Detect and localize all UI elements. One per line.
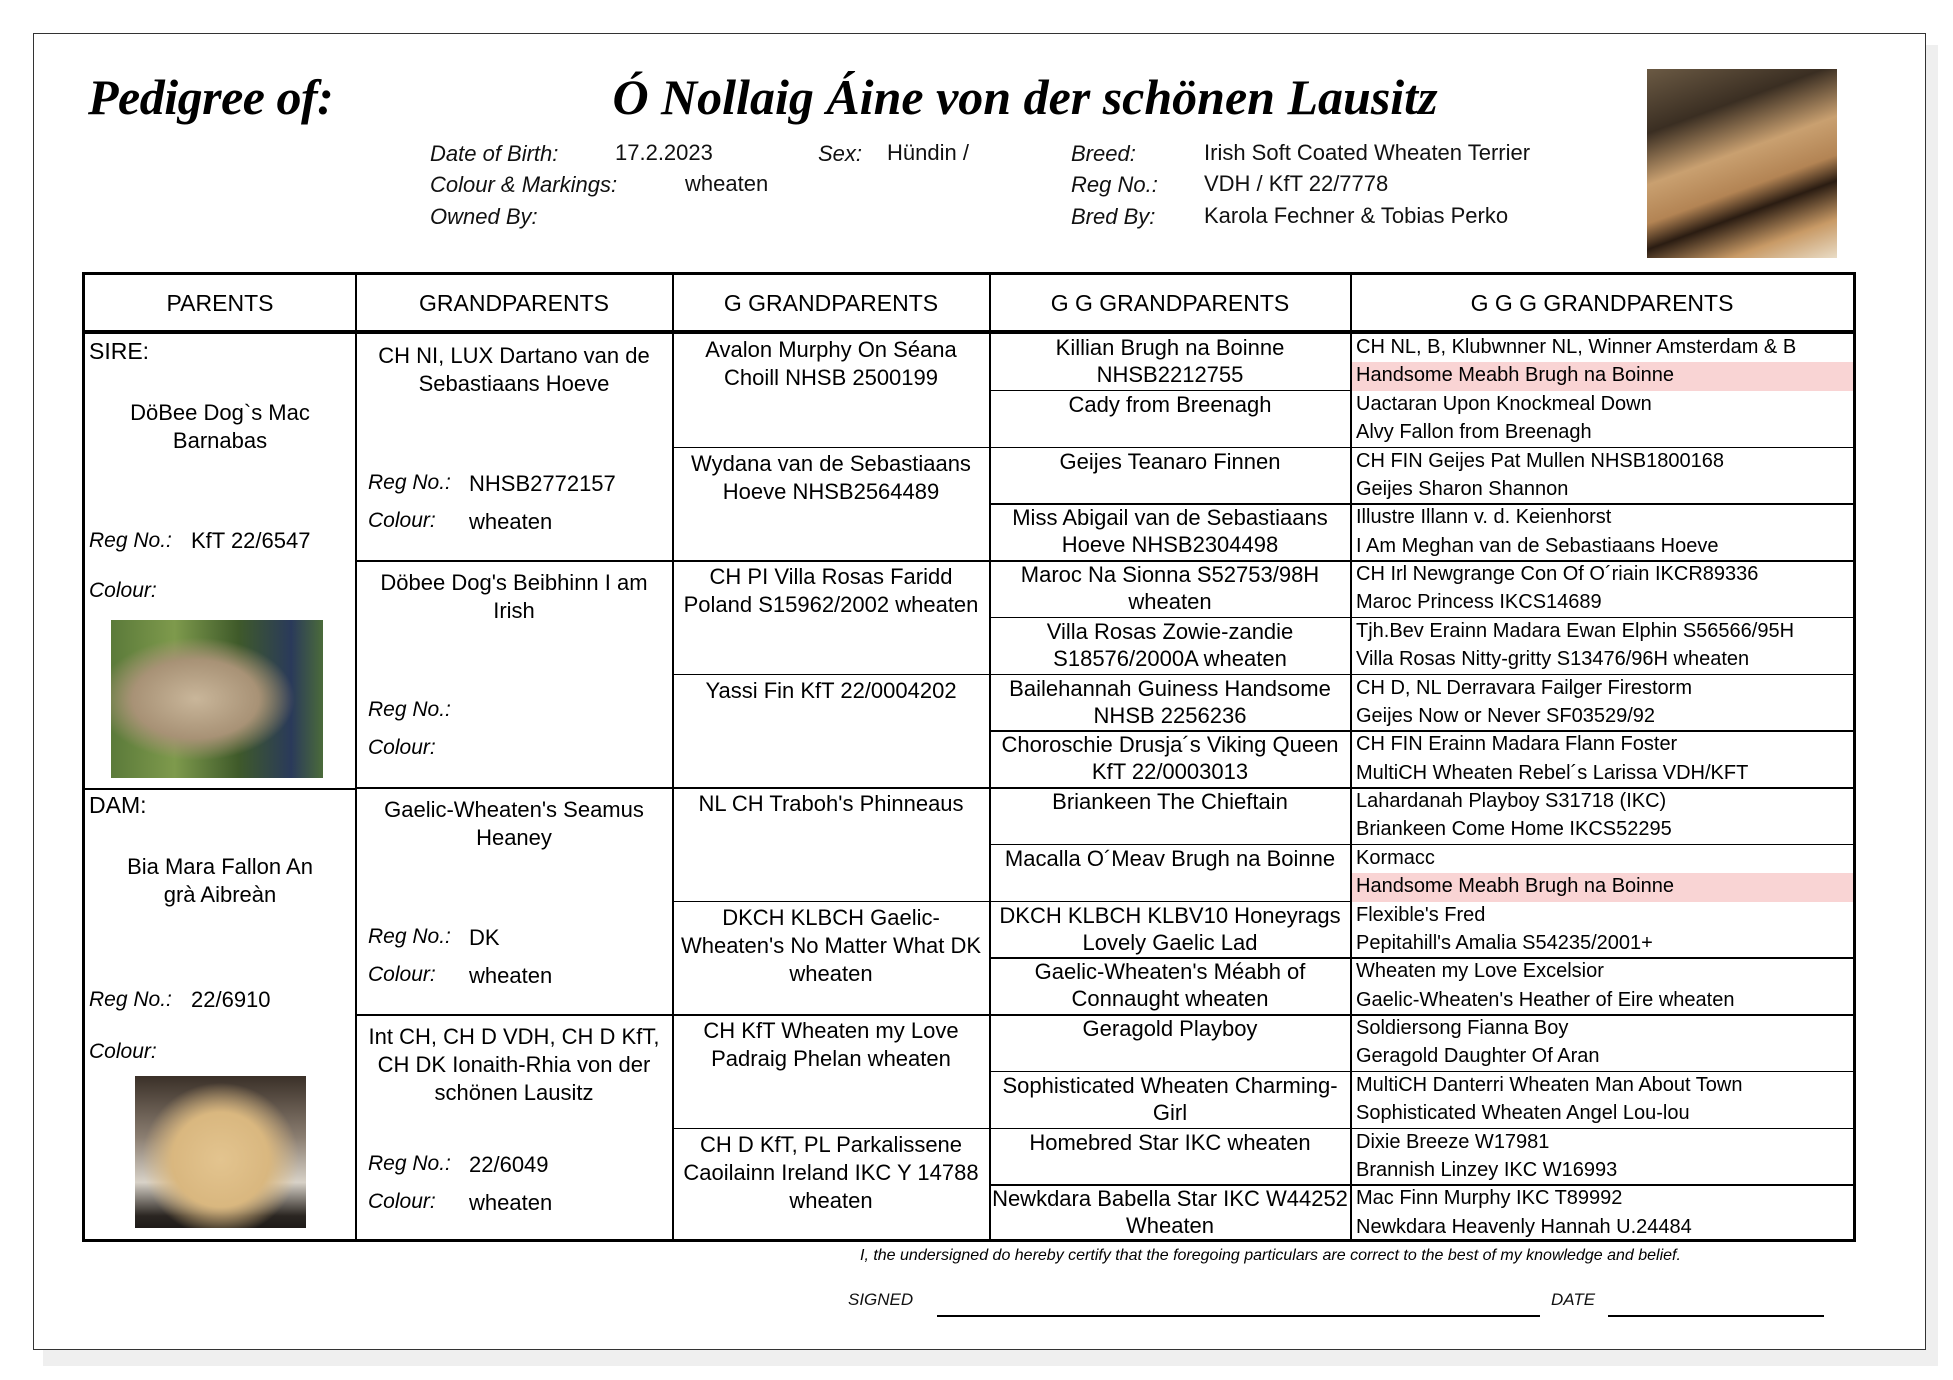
ggg-grandparent-cell bbox=[1352, 1129, 1853, 1157]
ggg-grandparent-name: Maroc Princess IKCS14689 bbox=[1356, 591, 1602, 614]
ggg-grandparent-cell bbox=[1352, 618, 1853, 646]
sire-colour-label: Colour: bbox=[89, 579, 157, 602]
ggg-grandparent-name: Tjh.Bev Erainn Madara Ewan Elphin S56566/95H bbox=[1356, 619, 1795, 642]
gg-grandparent-cell: Bailehannah Guiness Handsome NHSB 2256236 bbox=[1009, 675, 1331, 728]
gg-grandparent-cell: DKCH KLBCH KLBV10 Honeyrags Lovely Gaelic Lad bbox=[999, 902, 1341, 955]
date-label: DATE bbox=[1551, 1290, 1596, 1309]
ggg-grandparent-cell bbox=[1352, 731, 1853, 759]
grandparent-colour-value: wheaten bbox=[469, 1190, 553, 1215]
ggg-grandparent-name: Kormacc bbox=[1356, 846, 1435, 869]
gg-grandparent-cell: Killian Brugh na Boinne NHSB2212755 bbox=[1055, 335, 1285, 387]
dog-name-title: Ó Nollaig Áine von der schönen Lausitz bbox=[612, 69, 1438, 125]
sex-label: Sex: bbox=[818, 141, 863, 166]
gg-grandparent-cell: Macalla O´Meav Brugh na Boinne bbox=[1004, 845, 1336, 871]
ggg-grandparent-name: Gaelic-Wheaten's Heather of Eire wheaten bbox=[1356, 988, 1735, 1011]
header-divider bbox=[85, 330, 1853, 334]
ggg-grandparent-name: Illustre Illann v. d. Keienhorst bbox=[1356, 506, 1612, 529]
grandparent-colour-label: Colour: bbox=[368, 509, 436, 532]
ggg-grandparent-name: Pepitahill's Amalia S54235/2001+ bbox=[1356, 931, 1653, 954]
grandparent-cell bbox=[356, 788, 672, 1015]
ggg-grandparent-cell bbox=[1352, 334, 1853, 362]
dam-role: DAM: bbox=[89, 792, 147, 818]
date-line[interactable] bbox=[1608, 1315, 1824, 1317]
dam-colour-label: Colour: bbox=[89, 1040, 157, 1063]
ggg-grandparent-name: MultiCH Danterri Wheaten Man About Town bbox=[1356, 1073, 1743, 1096]
grandparent-colour-value: wheaten bbox=[469, 963, 553, 988]
ggg-grandparent-cell bbox=[1352, 448, 1853, 476]
grandparent-name: Int CH, CH D VDH, CH D KfT, CH DK Ionaith-Rhia von der schönen Lausitz bbox=[368, 1024, 660, 1105]
breed-label: Breed: bbox=[1071, 141, 1136, 166]
ggg-grandparent-name: Lahardanah Playboy S31718 (IKC) bbox=[1356, 790, 1667, 812]
gg-grandparent-cell: Sophisticated Wheaten Charming-Girl bbox=[1002, 1072, 1338, 1125]
sex-value: Hündin / bbox=[887, 140, 969, 165]
ggg-grandparent-name: Handsome Meabh Brugh na Boinne bbox=[1356, 875, 1674, 898]
breed-value: Irish Soft Coated Wheaten Terrier bbox=[1204, 140, 1531, 165]
grandparent-name: Döbee Dog's Beibhinn I am Irish bbox=[380, 570, 648, 623]
row-divider bbox=[673, 787, 989, 789]
row-divider bbox=[673, 674, 989, 676]
ggg-grandparent-cell bbox=[1352, 930, 1853, 958]
dam-photo bbox=[135, 1076, 306, 1228]
grandparent-name: CH NI, LUX Dartano van de Sebastiaans Hoeve bbox=[378, 343, 650, 396]
ggg-grandparent-name: CH FIN Geijes Pat Mullen NHSB1800168 bbox=[1356, 449, 1724, 472]
row-divider bbox=[356, 560, 672, 562]
g-grandparent-cell: Yassi Fin KfT 22/0004202 bbox=[705, 677, 957, 703]
grandparent-reg-value: NHSB2772157 bbox=[469, 471, 616, 496]
ggg-grandparent-name: I Am Meghan van de Sebastiaans Hoeve bbox=[1356, 534, 1719, 557]
sire-reg-label: Reg No.: bbox=[89, 529, 172, 552]
row-divider bbox=[673, 1128, 989, 1130]
ggg-grandparent-cell bbox=[1352, 1214, 1853, 1242]
ggg-grandparent-cell bbox=[1352, 646, 1853, 674]
grandparent-reg-label: Reg No.: bbox=[368, 925, 451, 948]
ggg-grandparent-name: Briankeen Come Home IKCS52295 bbox=[1356, 818, 1672, 841]
gg-grandparent-cell: Geragold Playboy bbox=[1082, 1016, 1258, 1041]
pedigree-table bbox=[82, 272, 1856, 1242]
ggg-grandparent-cell bbox=[1352, 391, 1853, 419]
ggg-grandparent-cell bbox=[1352, 504, 1853, 532]
ggg-grandparent-cell bbox=[1352, 703, 1853, 731]
ggg-grandparent-cell bbox=[1352, 675, 1853, 703]
ggg-grandparent-name: CH FIN Erainn Madara Flann Foster bbox=[1356, 733, 1678, 756]
ggg-grandparent-cell bbox=[1352, 1043, 1853, 1071]
dam-reg-label: Reg No.: bbox=[89, 988, 172, 1011]
ggg-grandparent-name: Wheaten my Love Excelsior bbox=[1356, 960, 1604, 983]
sire-name: DöBee Dog`s Mac Barnabas bbox=[130, 400, 310, 453]
ggg-grandparent-name: CH Irl Newgrange Con Of O´riain IKCR89336 bbox=[1356, 563, 1759, 585]
ggg-grandparent-cell bbox=[1352, 816, 1853, 844]
col-header-parents: PARENTS bbox=[166, 289, 274, 316]
row-divider bbox=[673, 901, 989, 903]
owned-by-label: Owned By: bbox=[430, 204, 538, 229]
grandparent-colour-label: Colour: bbox=[368, 736, 436, 759]
dob-label: Date of Birth: bbox=[430, 141, 559, 166]
ggg-grandparent-cell bbox=[1352, 760, 1853, 788]
sire-role: SIRE: bbox=[89, 338, 150, 364]
signed-label: SIGNED bbox=[848, 1290, 914, 1309]
sire-photo bbox=[111, 620, 323, 778]
signature-line[interactable] bbox=[937, 1315, 1540, 1317]
grandparent-colour-value: wheaten bbox=[469, 509, 553, 534]
row-divider bbox=[673, 1014, 989, 1016]
ggg-grandparent-cell bbox=[1352, 589, 1853, 617]
g-grandparent-cell: CH KfT Wheaten my Love Padraig Phelan wheaten bbox=[703, 1018, 959, 1071]
row-divider bbox=[356, 787, 672, 789]
grandparent-colour-label: Colour: bbox=[368, 1190, 436, 1213]
ggg-grandparent-cell bbox=[1352, 958, 1853, 986]
g-grandparent-cell: DKCH KLBCH Gaelic-Wheaten's No Matter What DK wheaten bbox=[680, 904, 982, 986]
bred-by-label: Bred By: bbox=[1071, 204, 1156, 229]
ggg-grandparent-cell bbox=[1352, 561, 1853, 589]
reg-no-value: VDH / KfT 22/7778 bbox=[1204, 171, 1389, 196]
col-header-g-grandparents: G GRANDPARENTS bbox=[723, 289, 939, 316]
gg-grandparent-cell: Cady from Breenagh bbox=[1068, 391, 1272, 417]
ggg-grandparent-cell bbox=[1352, 845, 1853, 873]
grandparent-colour-label: Colour: bbox=[368, 963, 436, 986]
ggg-grandparent-cell bbox=[1352, 1015, 1853, 1043]
ggg-grandparent-name: Uactaran Upon Knockmeal Down bbox=[1356, 392, 1652, 415]
grandparent-reg-value: 22/6049 bbox=[469, 1152, 549, 1177]
ggg-grandparent-name: Flexible's Fred bbox=[1356, 903, 1486, 926]
reg-no-label: Reg No.: bbox=[1071, 172, 1158, 197]
ggg-grandparent-name: CH NL, B, Klubwnner NL, Winner Amsterdam & B bbox=[1356, 336, 1797, 358]
grandparent-cell bbox=[356, 334, 672, 561]
ggg-grandparent-name: Dixie Breeze W17981 bbox=[1356, 1130, 1550, 1153]
g-grandparent-cell: CH D KfT, PL Parkalissene Caoilainn Ireland IKC Y 14788 wheaten bbox=[683, 1131, 979, 1213]
col-header-gg-grandparents: G G GRANDPARENTS bbox=[1050, 289, 1290, 316]
ggg-grandparent-name: Handsome Meabh Brugh na Boinne bbox=[1356, 364, 1674, 387]
ggg-grandparent-name: Mac Finn Murphy IKC T89992 bbox=[1356, 1187, 1623, 1210]
ggg-grandparent-name: Soldiersong Fianna Boy bbox=[1356, 1017, 1569, 1039]
row-divider bbox=[356, 1014, 672, 1016]
row-divider bbox=[85, 788, 355, 790]
certification-text: I, the undersigned do hereby certify that the foregoing particulars are correct to the best of my knowledge and belief. bbox=[860, 1247, 1681, 1264]
ggg-grandparent-cell bbox=[1352, 1157, 1853, 1185]
col-header-grandparents: GRANDPARENTS bbox=[419, 289, 609, 316]
ggg-grandparent-name: Brannish Linzey IKC W16993 bbox=[1356, 1158, 1618, 1181]
row-divider bbox=[673, 560, 989, 562]
col-header-ggg-grandparents: G G G GRANDPARENTS bbox=[1470, 289, 1734, 316]
ggg-grandparent-cell bbox=[1352, 1185, 1853, 1213]
gg-grandparent-cell: Homebred Star IKC wheaten bbox=[1029, 1129, 1311, 1155]
gg-grandparent-cell: Briankeen The Chieftain bbox=[1052, 789, 1288, 814]
ggg-grandparent-name: Geijes Now or Never SF03529/92 bbox=[1356, 704, 1656, 727]
ggg-grandparent-cell bbox=[1352, 533, 1853, 561]
ggg-grandparent-name: Newkdara Heavenly Hannah U.24484 bbox=[1356, 1215, 1692, 1238]
ggg-grandparent-cell bbox=[1352, 788, 1853, 816]
ggg-grandparent-name: Sophisticated Wheaten Angel Lou-lou bbox=[1356, 1102, 1690, 1125]
sire-reg-value: KfT 22/6547 bbox=[191, 528, 311, 553]
grandparent-reg-label: Reg No.: bbox=[368, 1152, 451, 1175]
grandparent-reg-value: DK bbox=[469, 925, 500, 950]
gg-grandparent-cell: Villa Rosas Zowie-zandie S18576/2000A wheaten bbox=[1046, 618, 1294, 671]
ggg-grandparent-cell bbox=[1352, 873, 1853, 901]
g-grandparent-cell: Avalon Murphy On Séana Choill NHSB 2500199 bbox=[705, 337, 957, 390]
ggg-grandparent-cell bbox=[1352, 987, 1853, 1015]
ggg-grandparent-cell bbox=[1352, 419, 1853, 447]
grandparent-reg-label: Reg No.: bbox=[368, 471, 451, 494]
ggg-grandparent-name: Alvy Fallon from Breenagh bbox=[1356, 421, 1592, 444]
colour-markings-label: Colour & Markings: bbox=[430, 172, 618, 197]
gg-grandparent-cell: Miss Abigail van de Sebastiaans Hoeve NHSB2304498 bbox=[1012, 505, 1328, 558]
dam-name: Bia Mara Fallon An grà Aibreàn bbox=[127, 854, 313, 907]
g-grandparent-cell: CH PI Villa Rosas Faridd Poland S15962/2002 wheaten bbox=[683, 564, 979, 617]
ggg-grandparent-name: Villa Rosas Nitty-gritty S13476/96H wheaten bbox=[1356, 648, 1750, 671]
main-dog-photo bbox=[1647, 69, 1837, 258]
gg-grandparent-cell: Choroschie Drusja´s Viking Queen KfT 22/0003013 bbox=[1001, 732, 1339, 785]
ggg-grandparent-cell bbox=[1352, 362, 1853, 390]
bred-by-value: Karola Fechner & Tobias Perko bbox=[1204, 203, 1509, 228]
dob-value: 17.2.2023 bbox=[615, 140, 713, 165]
ggg-grandparent-name: MultiCH Wheaten Rebel´s Larissa VDH/KFT bbox=[1356, 761, 1749, 784]
gg-grandparent-cell: Gaelic-Wheaten's Méabh of Connaught wheaten bbox=[1034, 959, 1306, 1012]
grandparent-cell bbox=[356, 1015, 672, 1242]
dam-reg-value: 22/6910 bbox=[191, 987, 271, 1012]
ggg-grandparent-cell bbox=[1352, 1100, 1853, 1128]
ggg-grandparent-name: CH D, NL Derravara Failger Firestorm bbox=[1356, 676, 1692, 699]
gg-grandparent-cell: Geijes Teanaro Finnen bbox=[1059, 448, 1281, 474]
g-grandparent-cell: NL CH Traboh's Phinneaus bbox=[698, 791, 964, 816]
gg-grandparent-cell: Newkdara Babella Star IKC W44252 Wheaten bbox=[992, 1186, 1348, 1239]
grandparent-reg-label: Reg No.: bbox=[368, 698, 451, 721]
grandparent-cell bbox=[356, 561, 672, 788]
g-grandparent-cell: Wydana van de Sebastiaans Hoeve NHSB2564489 bbox=[691, 450, 971, 504]
colour-markings-value: wheaten bbox=[685, 171, 769, 196]
grandparent-name: Gaelic-Wheaten's Seamus Heaney bbox=[384, 797, 644, 850]
ggg-grandparent-cell bbox=[1352, 902, 1853, 930]
pedigree-label: Pedigree of: bbox=[88, 69, 334, 125]
gg-grandparent-cell: Maroc Na Sionna S52753/98H wheaten bbox=[1020, 562, 1320, 614]
ggg-grandparent-cell bbox=[1352, 476, 1853, 504]
ggg-grandparent-name: Geragold Daughter Of Aran bbox=[1356, 1045, 1600, 1068]
ggg-grandparent-cell bbox=[1352, 1072, 1853, 1100]
row-divider bbox=[673, 447, 989, 449]
ggg-grandparent-name: Geijes Sharon Shannon bbox=[1356, 477, 1569, 500]
